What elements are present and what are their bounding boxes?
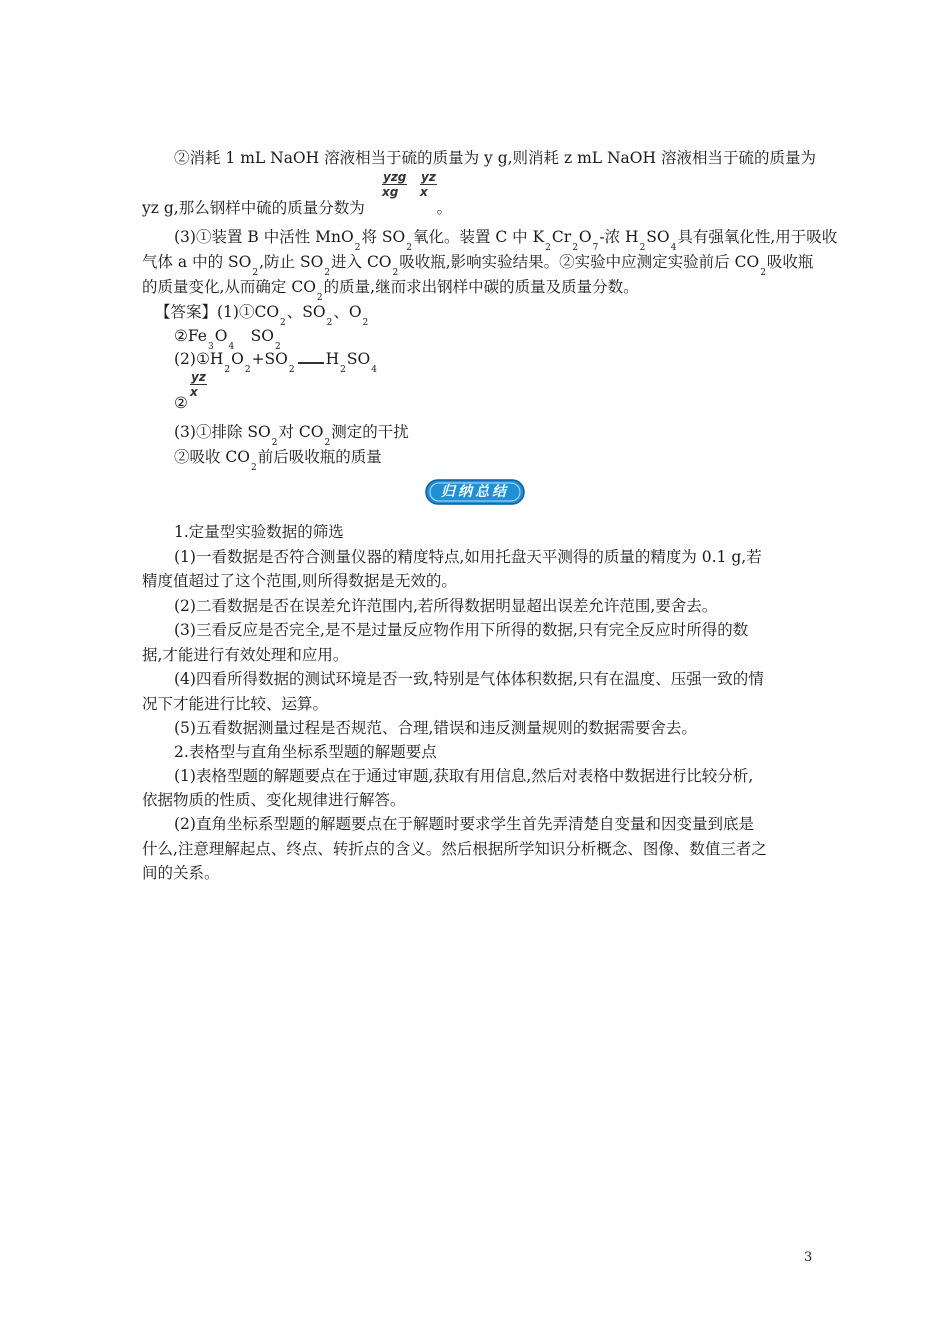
summary-line: 据,才能进行有效处理和应用。 (142, 646, 349, 664)
page-number: 3 (804, 1250, 813, 1265)
fraction-denominator: x (190, 385, 198, 399)
answer-line: $(2)①H_2O_2+SO_2H_2SO_4$ (174, 350, 377, 375)
fraction-yzg-over-xg (382, 170, 407, 199)
answer-line: $②Fe_3O_4$ $SO_2$ (174, 327, 281, 352)
summary-line: 什么,注意理解起点、终点、转折点的含义。然后根据所学知识分析概念、图像、数值三者之 (142, 840, 767, 858)
summary-line: 精度值超过了这个范围,则所得数据是无效的。 (142, 572, 457, 590)
text-line: (3)①装置 B 中活性 MnO$_2$将 $SO_2$氧化。装置 C 中 $K_2Cr_2O_7-$浓 $H_2SO_4$具有强氧化性,用于吸收 (174, 228, 838, 253)
summary-line: (1)一看数据是否符合测量仪器的精度特点,如用托盘天平测得的质量的精度为 0.1 g,若 (174, 548, 762, 566)
text-line (174, 147, 844, 169)
answer-line: (3)①排除 $SO_2$对 $CO_2$测定的干扰 (174, 423, 409, 448)
summary-badge (425, 479, 525, 505)
text-line: 气体 a 中的 $SO_2$,防止 $SO_2$进入 $CO_2$吸收瓶,影响实验结果。②实验中应测定实验前后 $CO_2$吸收瓶 (142, 253, 814, 278)
answer-line: 【答案】$(1)①CO_2$、$SO_2$、$O_2$ (155, 303, 369, 328)
text: 。 (436, 199, 453, 217)
fraction-yz-over-x (420, 170, 437, 199)
summary-line: 况下才能进行比较、运算。 (142, 695, 329, 713)
answer-line: ②吸收 $CO_2$前后吸收瓶的质量 (174, 448, 382, 473)
summary-line: (3)三看反应是否完全,是不是过量反应物作用下所得的数据,只有完全反应时所得的数 (174, 621, 749, 639)
summary-line: 间的关系。 (142, 864, 220, 882)
fraction-numerator: yzg (383, 170, 407, 184)
summary-heading: 1.定量型实验数据的筛选 (174, 523, 344, 541)
fraction-denominator: xg (382, 185, 399, 199)
summary-heading: 2.表格型与直角坐标系型题的解题要点 (174, 743, 437, 761)
badge-label: 归纳总结 (441, 484, 509, 500)
summary-line: (2)二看数据是否在误差允许范围内,若所得数据明显超出误差允许范围,要舍去。 (174, 597, 718, 615)
equals-arrow (298, 356, 324, 364)
text: ②消耗 1 mL NaOH 溶液相当于硫的质量为 y g,则消耗 z mL NaOH 溶液相当于硫的质量为 (174, 149, 816, 167)
text-line: 的质量变化,从而确定 $CO_2$的质量,继而求出钢样中碳的质量及质量分数。 (142, 278, 639, 303)
text: yz g,那么钢样中硫的质量分数为 (142, 199, 365, 217)
summary-line: (2)直角坐标系型题的解题要点在于解题时要求学生首先弄清楚自变量和因变量到底是 (174, 815, 754, 833)
summary-line: (1)表格型题的解题要点在于通过审题,获取有用信息,然后对表格中数据进行比较分析, (174, 767, 754, 785)
summary-line: (4)四看所得数据的测试环境是否一致,特别是气体体积数据,只有在温度、压强一致的情 (174, 670, 764, 688)
answer-line: ② (174, 394, 188, 412)
fraction-numerator: yz (191, 370, 206, 384)
fraction-denominator: x (420, 185, 428, 199)
text-line (142, 197, 812, 219)
summary-line: (5)五看数据测量过程是否规范、合理,错误和违反测量规则的数据需要舍去。 (174, 719, 697, 737)
fraction-numerator: yz (421, 170, 436, 184)
summary-line: 依据物质的性质、变化规律进行解答。 (142, 791, 406, 809)
